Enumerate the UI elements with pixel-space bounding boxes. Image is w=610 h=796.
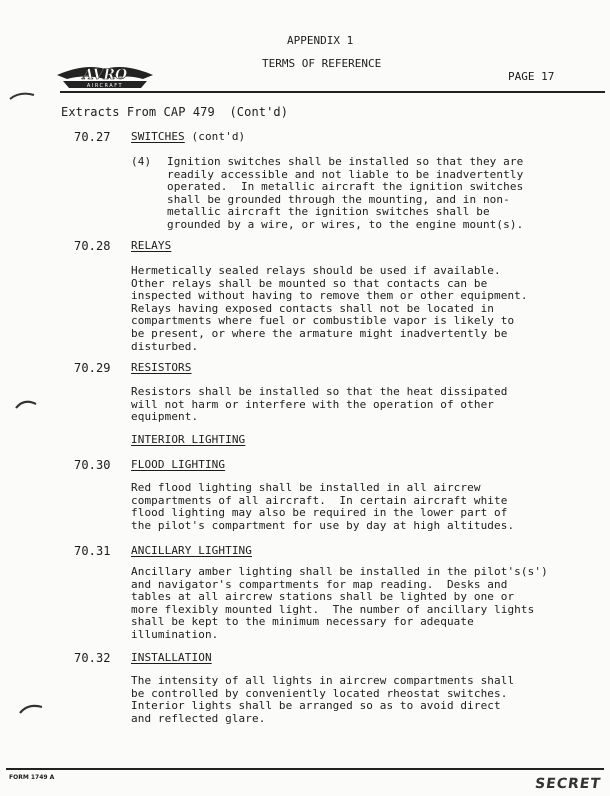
text-line: disturbed. <box>131 339 199 353</box>
margin-mark-top <box>8 88 38 107</box>
text-line: Resistors shall be installed so that the heat dissipated <box>131 385 508 398</box>
section-number-70-27: 70.27 <box>74 130 111 144</box>
logo-subtext: AIRCRAFT <box>86 83 124 89</box>
appendix-title: APPENDIX 1 <box>287 34 354 47</box>
resistors-paragraph <box>131 386 507 424</box>
text-line: Ignition switches shall be installed so that they are <box>167 155 524 168</box>
text-line: the pilot's compartment for use by day at high altitudes. <box>131 518 515 532</box>
text-line: more flexibly mounted light. The number of ancillary lights <box>131 602 535 616</box>
margin-mark-bottom <box>18 700 44 719</box>
switches-heading-suffix: (cont'd) <box>184 130 246 143</box>
text-line: metallic aircraft the ignition switches shall be <box>167 205 490 219</box>
switches-heading: SWITCHES <box>131 130 185 143</box>
switches-item-4-text <box>167 156 523 232</box>
section-number-70-31: 70.31 <box>74 544 111 558</box>
section-number-70-32: 70.32 <box>74 651 111 665</box>
section-heading-ancillary-lighting: ANCILLARY LIGHTING <box>131 544 253 557</box>
section-number-70-29: 70.29 <box>74 361 111 375</box>
text-line: equipment. <box>131 410 199 424</box>
text-line: compartments of all aircraft. In certain aircraft white <box>131 493 508 507</box>
text-line: will not harm or interfere with the operation of other <box>131 397 495 411</box>
text-line: compartments where fuel or combustible vapor is likely to <box>131 314 515 328</box>
text-line: readily accessible and not liable to be inadvertently <box>167 167 524 181</box>
text-line: illumination. <box>131 627 219 641</box>
text-line: tables at all aircrew stations shall be lighted by one or <box>131 590 515 604</box>
text-line: Red flood lighting shall be installed in all aircrew <box>131 481 481 494</box>
text-line: and navigator's compartments for map reading. Desks and <box>131 577 508 591</box>
ancillary-lighting-paragraph <box>131 566 548 642</box>
text-line: grounded by a wire, or wires, to the engine mount(s). <box>167 217 524 231</box>
text-line: and reflected glare. <box>131 711 266 725</box>
interior-lighting-heading: INTERIOR LIGHTING <box>131 433 246 446</box>
terms-of-reference-title: TERMS OF REFERENCE <box>262 57 382 70</box>
text-line: be controlled by conveniently located rheostat switches. <box>131 686 508 700</box>
logo-text: AVRO <box>82 67 128 83</box>
text-line: flood lighting may also be required in the lower part of <box>131 506 508 520</box>
header-rule <box>60 91 605 93</box>
section-number-70-28: 70.28 <box>74 239 111 253</box>
page-number: PAGE 17 <box>508 70 555 83</box>
section-number-70-30: 70.30 <box>74 458 111 472</box>
flood-lighting-paragraph <box>131 482 514 532</box>
text-line: Other relays shall be mounted so that contacts can be <box>131 276 488 290</box>
text-line: shall be grounded through the mounting, and in non- <box>167 192 510 206</box>
section-heading-relays: RELAYS <box>131 239 172 252</box>
section-heading-switches <box>131 131 245 144</box>
text-line: Relays having exposed contacts shall not be located in <box>131 301 495 315</box>
margin-mark-middle <box>14 395 38 414</box>
form-number: FORM 1749 A <box>9 774 55 781</box>
relays-paragraph <box>131 265 528 353</box>
text-line: The intensity of all lights in aircrew compartments shall <box>131 674 515 687</box>
extract-title: Extracts From CAP 479 (Cont'd) <box>61 105 289 119</box>
text-line: Ancillary amber lighting shall be installed in the pilot's(s') <box>131 565 548 578</box>
item-label-4: (4) <box>131 155 152 168</box>
footer-rule <box>6 768 604 770</box>
text-line: Interior lights shall be arranged so as to avoid direct <box>131 699 501 713</box>
text-line: Hermetically sealed relays should be used if available. <box>131 264 501 277</box>
section-heading-flood-lighting: FLOOD LIGHTING <box>131 458 226 471</box>
secret-stamp: SECRET <box>533 776 602 792</box>
text-line: inspected without having to remove them or other equipment. <box>131 289 528 303</box>
installation-paragraph <box>131 675 514 725</box>
text-line: operated. In metallic aircraft the ignition switches <box>167 180 524 194</box>
text-line: be present, or where the armature might inadvertently be <box>131 326 508 340</box>
text-line: shall be kept to the minimum necessary for adequate <box>131 615 474 629</box>
section-heading-installation: INSTALLATION <box>131 651 212 664</box>
section-heading-resistors: RESISTORS <box>131 361 192 374</box>
